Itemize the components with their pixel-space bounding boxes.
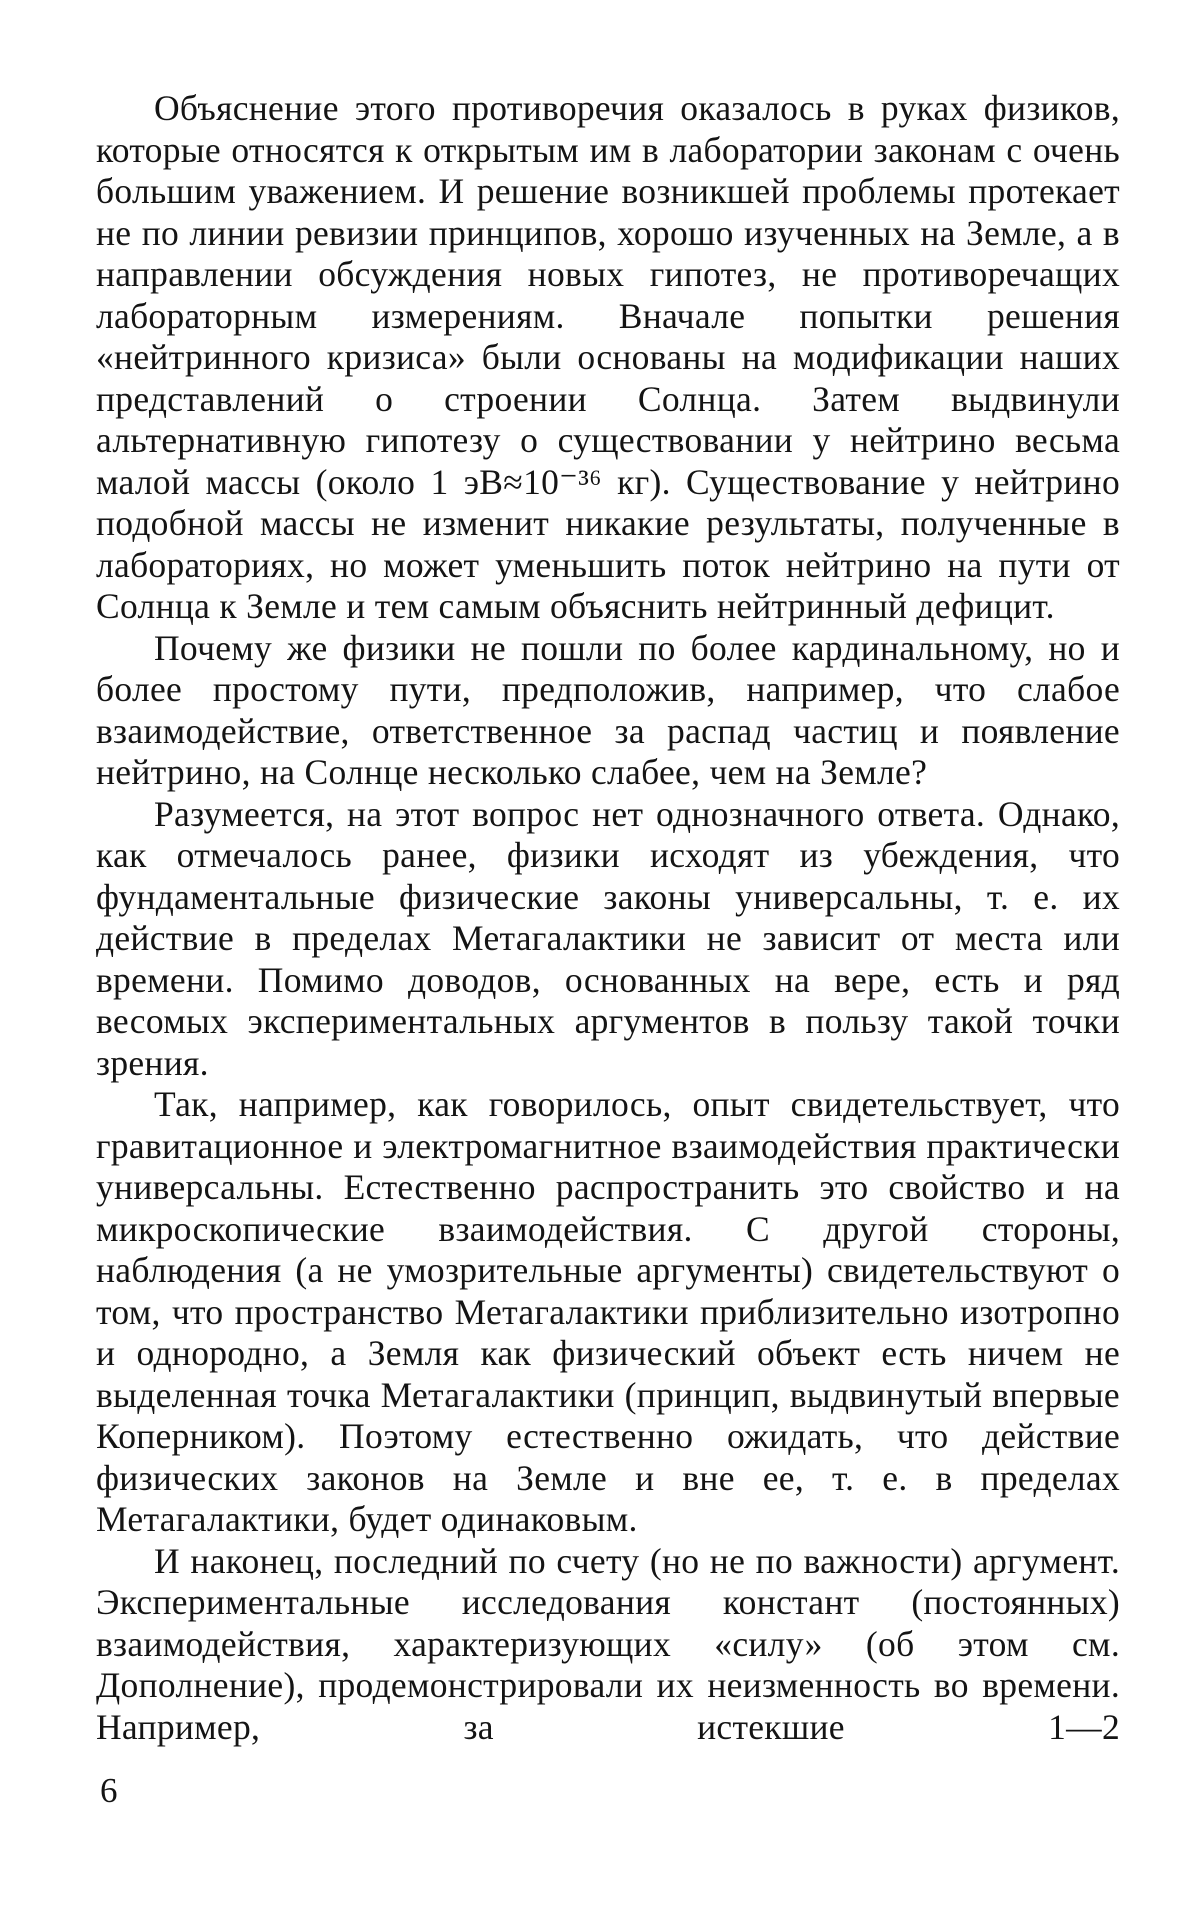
paragraph-4: Так, например, как говорилось, опыт свидетельствует, что гравитационное и электромагнитное взаимодействия практически универсальны. Естественно распространить это свойство и на микроскопические взаимодействия. С другой стороны, наблюдения (а не умозрительные аргументы) свидетельствуют о том, что пространство Метагалактики приблизительно изотропно и однородно, а Земля как физический объект есть ничем не выделенная точка Метагалактики (принцип, выдвинутый впервые Коперником). Поэтому естественно ожидать, что действие физических законов на Земле и вне ее, т. е. в пределах Метагалактики, будет одинаковым. xyxy=(96,1084,1120,1539)
page-number: 6 xyxy=(100,1771,118,1810)
paragraph-5: И наконец, последний по счету (но не по важности) аргумент. Экспериментальные исследования констант (постоянных) взаимодействия, характеризующих «силу» (об этом см. Дополнение), продемонстрировали их неизменность во времени. Например, за истекшие 1—2 xyxy=(96,1540,1120,1747)
body-text xyxy=(96,88,1120,1748)
paragraph-1: Объяснение этого противоречия оказалось в руках физиков, которые относятся к открытым им в лаборатории законам с очень большим уважением. И решение возникшей проблемы протекает не по линии ревизии принципов, хорошо изученных на Земле, а в направлении обсуждения новых гипотез, не противоречащих лабораторным измерениям. Вначале попытки решения «нейтринного кризиса» были основаны на модификации наших представлений о строении Солнца. Затем выдвинули альтернативную гипотезу о существовании у нейтрино весьма малой массы (около 1 эВ≈10⁻³⁶ кг). Существование у нейтрино подобной массы не изменит никакие результаты, полученные в лабораториях, но может уменьшить поток нейтрино на пути от Солнца к Земле и тем самым объяснить нейтринный дефицит. xyxy=(96,88,1120,626)
paragraph-2: Почему же физики не пошли по более кардинальному, но и более простому пути, предположив, например, что слабое взаимодействие, ответственное за распад частиц и появление нейтрино, на Солнце несколько слабее, чем на Земле? xyxy=(96,627,1120,792)
paragraph-3: Разумеется, на этот вопрос нет однозначного ответа. Однако, как отмечалось ранее, физики исходят из убеждения, что фундаментальные физические законы универсальны, т. е. их действие в пределах Метагалактики не зависит от места или времени. Помимо доводов, основанных на вере, есть и ряд весомых экспериментальных аргументов в пользу такой точки зрения. xyxy=(96,793,1120,1083)
